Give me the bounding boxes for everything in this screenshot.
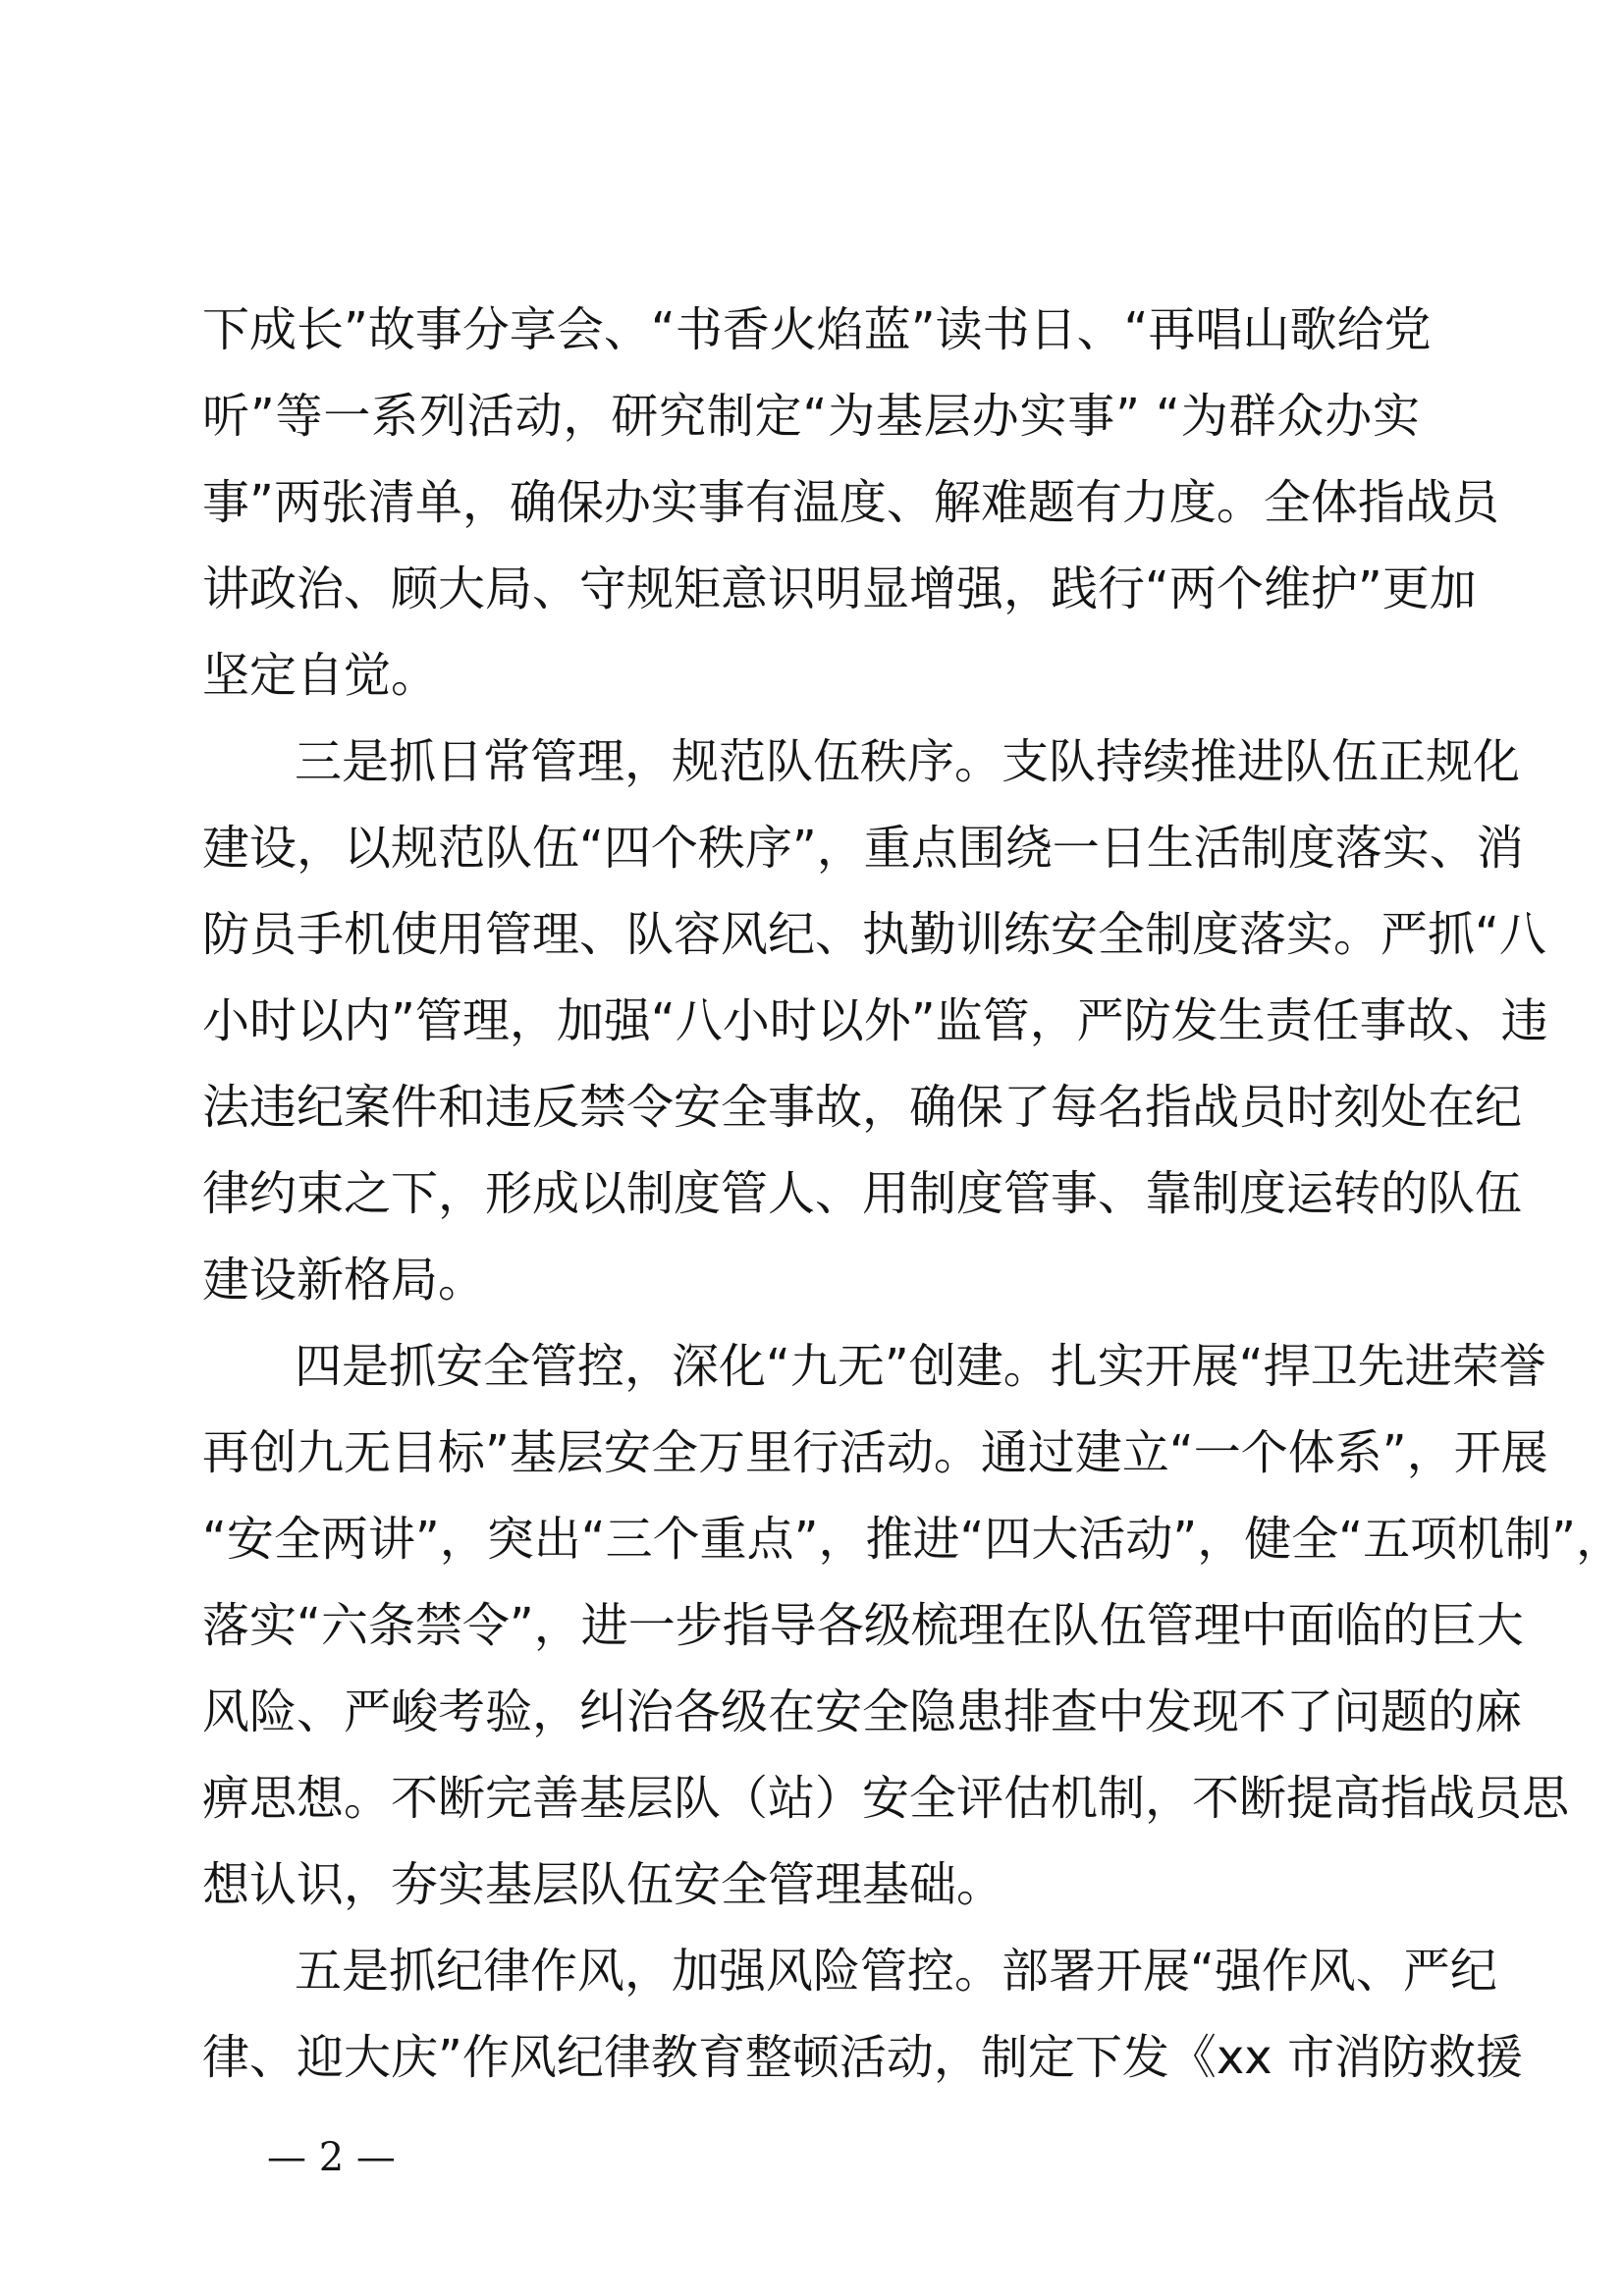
text-line: 讲政治、顾大局、守规矩意识明显增强，践行“两个维护”更加 (202, 561, 1477, 616)
text-line: 防员手机使用管理、队容风纪、执勤训练安全制度落实。严抓“八 (202, 907, 1546, 962)
text-line: 建设新格局。 (202, 1253, 486, 1308)
text-line: “安全两讲”，突出“三个重点”，推进“四大活动”，健全“五项机制”， (202, 1512, 1623, 1567)
text-line: 坚定自觉。 (202, 648, 439, 703)
text-line: 落实“六条禁令”，进一步指导各级梳理在队伍管理中面临的巨大 (202, 1598, 1524, 1653)
text-line: 小时以内”管理，加强“八小时以外”监管，严防发生责任事故、违 (202, 993, 1548, 1048)
text-line: 建设，以规范队伍“四个秩序”，重点围绕一日生活制度落实、消 (202, 821, 1524, 876)
text-line: 法违纪案件和违反禁令安全事故，确保了每名指战员时刻处在纪 (202, 1080, 1523, 1135)
text-line: 下成长”故事分享会、“书香火焰蓝”读书日、“再唱山歌给党 (202, 302, 1432, 357)
text-line: 听”等一系列活动，研究制定“为基层办实事” “为群众办实 (202, 389, 1420, 444)
text-line: 律约束之下，形成以制度管人、用制度管事、靠制度运转的队伍 (202, 1166, 1523, 1221)
text-line: 律、迎大庆”作风纪律教育整顿活动，制定下发《xx 市消防救援 (202, 2030, 1523, 2085)
paragraph-first-line: 五是抓纪律作风，加强风险管控。部署开展“强作风、严纪 (295, 1944, 1497, 1999)
text-line: 痹思想。不断完善基层队（站）安全评估机制，不断提高指战员思 (202, 1771, 1570, 1826)
paragraph-first-line: 四是抓安全管控，深化“九无”创建。扎实开展“捍卫先进荣誉 (295, 1339, 1546, 1394)
text-line: 事”两张清单，确保办实事有温度、解难题有力度。全体指战员 (202, 475, 1499, 530)
text-line: 风险、严峻考验，纠治各级在安全隐患排查中发现不了问题的麻 (202, 1684, 1523, 1739)
page-number: — 2 — (267, 2135, 396, 2180)
text-line: 想认识，夯实基层队伍安全管理基础。 (202, 1857, 1004, 1912)
text-line: 再创九无目标”基层安全万里行活动。通过建立“一个体系”，开展 (202, 1425, 1548, 1480)
paragraph-first-line: 三是抓日常管理，规范队伍秩序。支队持续推进队伍正规化 (295, 734, 1521, 789)
